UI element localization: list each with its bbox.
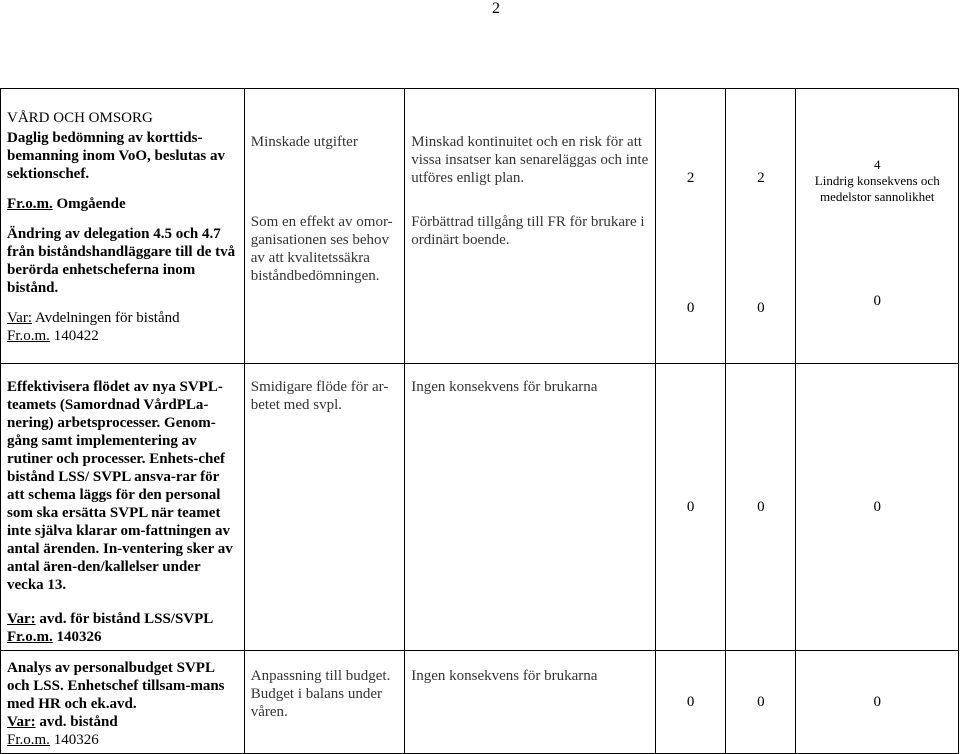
measure-text: Effektivisera flödet av nya SVPL-teamets (Samordnad VårdPLa-nering) arbetsprocesser. Genom-gång samt implementering av rutiner och processer. Enhets-chef bistånd LSS/ SVPL ansva-rar för att schema läggs för den personal som ska ersätta SVPL när teamet inte själva klarar om-fattningen av antal ärenden. In-ventering sker av antal ären-den/kallelser under vecka 13. xyxy=(7,379,233,593)
risk-table xyxy=(0,88,959,754)
resp-value: avd. för bistånd LSS/SVPL xyxy=(39,611,214,627)
risk-cell: 0 xyxy=(796,364,959,651)
consequence-value-cell: 0 xyxy=(726,651,796,754)
resp-value: Avdelningen för bistånd xyxy=(34,310,180,326)
from-value: 140326 xyxy=(56,629,102,645)
risk-cell: 0 xyxy=(796,651,959,754)
responsible xyxy=(7,309,238,327)
table-row xyxy=(1,89,959,364)
responsible xyxy=(7,713,238,731)
risk-value: 4 xyxy=(873,157,881,172)
effect-text-2: Som en effekt av omor-ganisationen ses behov av att kvalitetssäkra biståndbedömningen. xyxy=(250,214,393,284)
table-row xyxy=(1,651,959,754)
consequence-cell xyxy=(405,651,656,754)
risk-text: Lindrig konsekvens och medelstor sannolikhet xyxy=(814,173,940,204)
consequence-value: 2 xyxy=(757,170,765,186)
probability-cell: 0 xyxy=(656,364,726,651)
effect-text: Anpassning till budget. Budget i balans under våren. xyxy=(250,668,391,720)
measure-text-2: Ändring av delegation 4.5 och 4.7 från biståndshandläggare till de två berörda enhetscheferna inom bistånd. xyxy=(7,226,236,296)
effect-cell xyxy=(244,651,405,754)
effect-text: Smidigare flöde för ar-betet med svpl. xyxy=(250,379,389,413)
probability-value: 2 xyxy=(686,170,695,186)
probability-cell xyxy=(656,89,726,364)
table-row xyxy=(1,364,959,651)
measure-cell xyxy=(1,364,245,651)
consequence-value-cell xyxy=(726,89,796,364)
from-label: Fr.o.m. xyxy=(7,328,50,344)
from-value: Omgående xyxy=(56,196,126,212)
measure-cell xyxy=(1,89,245,364)
risk-cell xyxy=(796,89,959,364)
from-date xyxy=(7,628,238,646)
consequence-value-2: 0 xyxy=(757,300,765,316)
probability-cell: 0 xyxy=(656,651,726,754)
from-value: 140422 xyxy=(53,328,99,344)
section-title: VÅRD OCH OMSORG xyxy=(7,110,153,126)
from-label: Fr.o.m. xyxy=(7,196,53,212)
consequence-text: Ingen konsekvens för brukarna xyxy=(411,379,598,395)
probability-value-2: 0 xyxy=(686,300,695,316)
from-label: Fr.o.m. xyxy=(7,732,50,748)
measure-text: Analys av personalbudget SVPL och LSS. Enhetschef tillsam-mans med HR och ek.avd. xyxy=(7,660,225,712)
page-number: 2 xyxy=(492,0,500,17)
measure-cell xyxy=(1,651,245,754)
effect-cell xyxy=(244,89,405,364)
from-date xyxy=(7,195,238,213)
effect-text: Minskade utgifter xyxy=(250,134,358,150)
risk-value-2: 0 xyxy=(873,293,881,309)
effect-cell xyxy=(244,364,405,651)
from-value: 140326 xyxy=(53,732,99,748)
consequence-cell xyxy=(405,89,656,364)
from-date-2 xyxy=(7,327,238,345)
measure-text: Daglig bedömning av korttids-bemanning inom VoO, beslutas av sektionschef. xyxy=(7,130,225,182)
resp-label: Var: xyxy=(7,611,36,627)
responsible xyxy=(7,610,238,628)
consequence-text: Ingen konsekvens för brukarna xyxy=(411,668,598,684)
consequence-text: Minskad kontinuitet och en risk för att vissa insatser kan senareläggas och inte utföres enligt plan. xyxy=(411,134,649,186)
resp-label: Var: xyxy=(7,714,36,730)
resp-label: Var: xyxy=(7,310,32,326)
resp-value: avd. bistånd xyxy=(39,714,118,730)
from-date xyxy=(7,731,238,749)
consequence-value-cell: 0 xyxy=(726,364,796,651)
from-label: Fr.o.m. xyxy=(7,629,53,645)
consequence-text-2: Förbättrad tillgång till FR för brukare i ordinärt boende. xyxy=(411,214,645,248)
consequence-cell xyxy=(405,364,656,651)
